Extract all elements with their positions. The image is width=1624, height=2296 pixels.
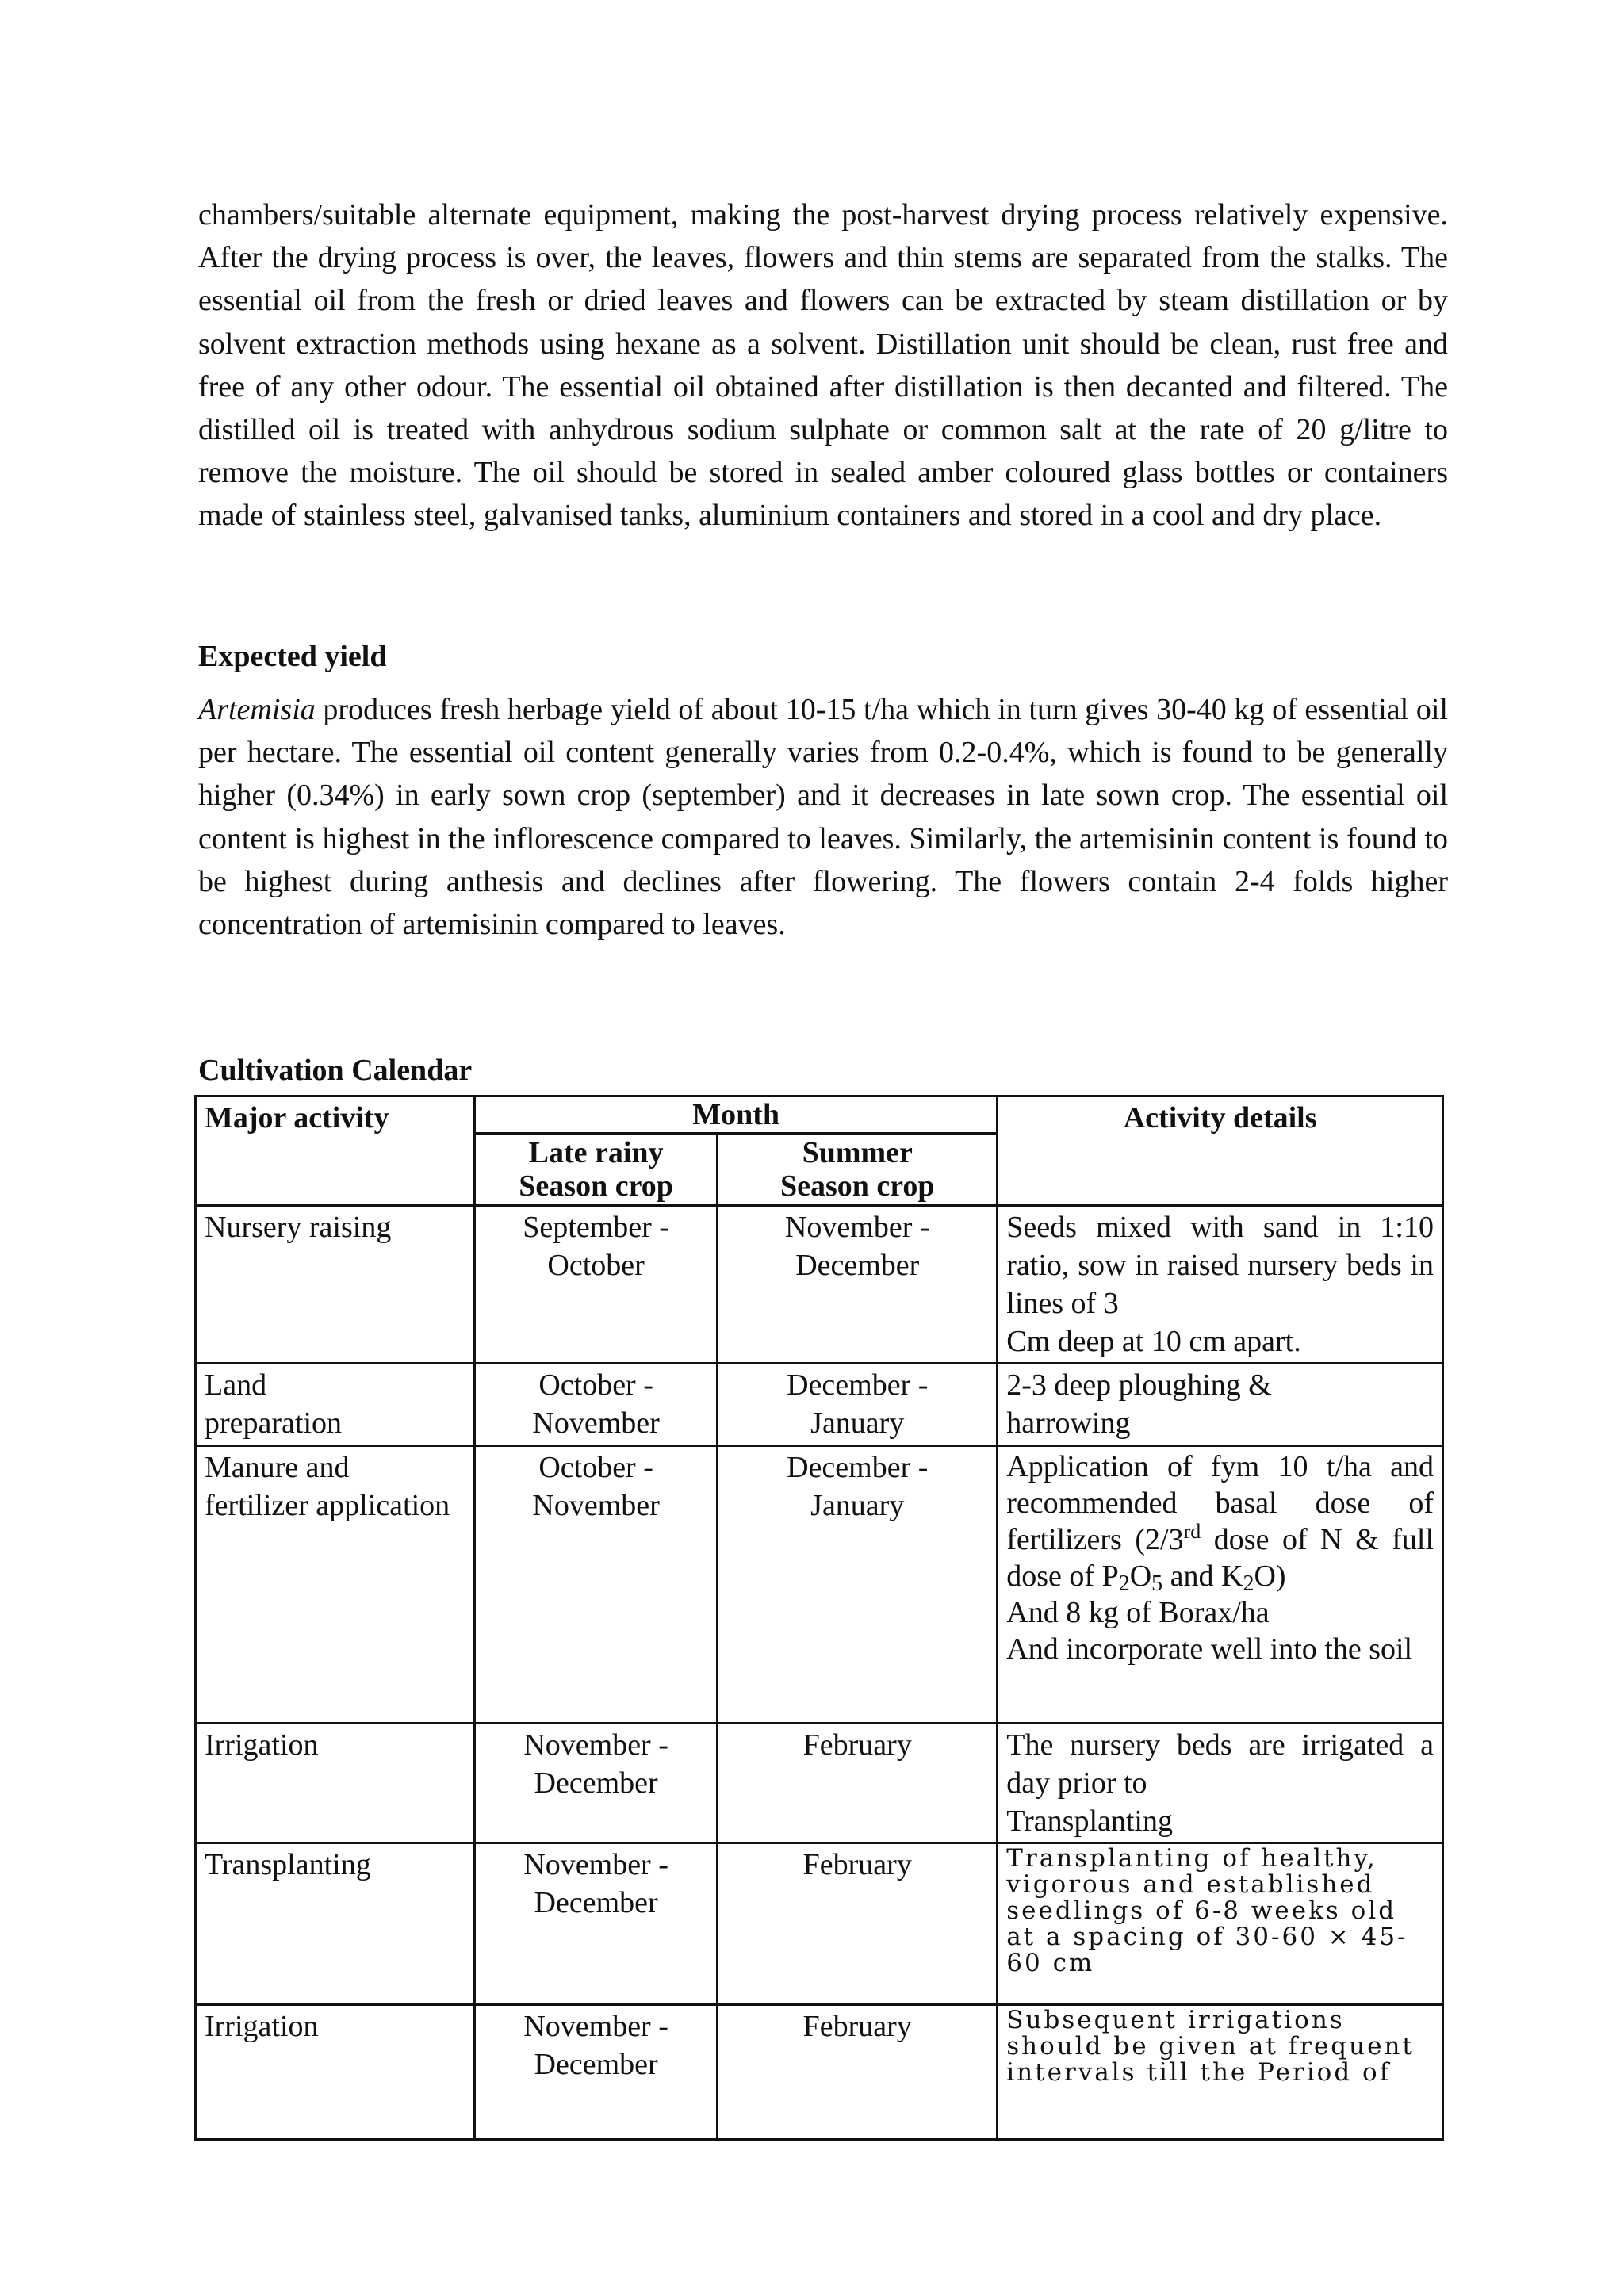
cell-text: Cm deep at 10 cm apart.: [1006, 1325, 1301, 1358]
cell-late-rainy: [474, 1364, 717, 1446]
cell-text: Transplanting: [1006, 1804, 1173, 1838]
cell-text: December: [534, 2048, 658, 2081]
header-summer-line2: Season crop: [779, 1169, 935, 1203]
subscript: 2: [1243, 1571, 1254, 1596]
cell-text: Land: [205, 1368, 267, 1402]
heading-expected-yield: Expected yield: [198, 640, 387, 673]
paragraph-yield-text: produces fresh herbage yield of about 10-15 t/ha which in turn gives 30-40 kg of essential oil per hectare. The essential oil content generally varies from 0.2-0.4%, which is found to be generally higher (0.34%) in early sown crop (september) and it decreases in late sown crop. The essential oil content is highest in the inflorescence compared to leaves. Similarly, the artemisinin content is found to be highest during anthesis and declines after flowering. The flowers contain 2-4 folds higher concentration of artemisinin compared to leaves.: [198, 693, 1448, 942]
header-late-rainy-line2: Season crop: [519, 1169, 673, 1203]
cell-details: [998, 1446, 1443, 1724]
cell-text: and K: [1162, 1559, 1243, 1593]
cell-text: November: [532, 1406, 660, 1440]
paragraph-expected-yield: [198, 688, 1448, 946]
cell-details: Transplanting of healthy, vigorous and established seedlings of 6-8 weeks old at a spacing of 30-60 × 45-60 cm: [998, 1843, 1443, 2005]
cell-text: dose of N & full dose of P: [1006, 1523, 1434, 1593]
cell-text: November -: [523, 1848, 668, 1881]
cell-text: Seeds mixed with sand in 1:10 ratio, sow in raised nursery beds in lines of 3: [1006, 1211, 1434, 1320]
cell-text: October -: [538, 1368, 653, 1402]
cell-late-rainy: [474, 1724, 717, 1843]
cell-text: fertilizer application: [205, 1489, 450, 1522]
cell-details: [998, 1206, 1443, 1364]
cell-text: And incorporate well into the soil: [1006, 1632, 1413, 1666]
header-activity-details: Activity details: [998, 1096, 1443, 1206]
cell-text: Application of fym 10 t/ha and recommended basal dose of fertilizers (2/3: [1006, 1450, 1434, 1556]
header-late-rainy: [474, 1134, 717, 1206]
subscript: 5: [1151, 1571, 1163, 1596]
cell-text: November -: [523, 1728, 668, 1762]
cell-summer: [718, 1364, 998, 1446]
cell-details: [998, 1724, 1443, 1843]
cell-late-rainy: [474, 1206, 717, 1364]
cell-activity: Transplanting: [196, 1843, 475, 2005]
cell-text: O: [1129, 1559, 1152, 1593]
header-summer-line1: Summer: [802, 1136, 913, 1169]
table-header-row: [196, 1096, 1443, 1134]
superscript: rd: [1183, 1520, 1201, 1543]
cell-text: January: [810, 1406, 905, 1440]
cell-text: The nursery beds are irrigated a day prior to: [1006, 1728, 1434, 1800]
cell-text: preparation: [205, 1406, 343, 1440]
cell-text: December -: [787, 1451, 929, 1484]
table-row: [196, 1724, 1443, 1843]
cell-late-rainy: [474, 1446, 717, 1724]
cell-text: harrowing: [1006, 1406, 1131, 1440]
cell-text: November: [532, 1489, 660, 1522]
cell-text: January: [810, 1489, 905, 1522]
table-row: [196, 1446, 1443, 1724]
cell-late-rainy: [474, 1843, 717, 2005]
cell-text: 2-3 deep ploughing &: [1006, 1368, 1272, 1402]
table-row: [196, 2005, 1443, 2140]
cultivation-calendar-table: [194, 1095, 1444, 2141]
cell-text: September -: [523, 1211, 669, 1244]
cell-summer: February: [718, 2005, 998, 2140]
header-major-activity: Major activity: [196, 1096, 475, 1206]
table-row: [196, 1364, 1443, 1446]
cell-details: Subsequent irrigations should be given at frequent intervals till the Period of: [998, 2005, 1443, 2140]
cell-late-rainy: [474, 2005, 717, 2140]
paragraph-post-harvest: chambers/suitable alternate equipment, making the post-harvest drying process relatively expensive. After the drying process is over, the leaves, flowers and thin stems are separated from the stalks. The essential oil from the fresh or dried leaves and flowers can be extracted by steam distillation or by solvent extraction methods using hexane as a solvent. Distillation unit should be clean, rust free and free of any other odour. The essential oil obtained after distillation is then decanted and filtered. The distilled oil is treated with anhydrous sodium sulphate or common salt at the rate of 20 g/litre to remove the moisture. The oil should be stored in sealed amber coloured glass bottles or containers made of stainless steel, galvanised tanks, aluminium containers and stored in a cool and dry place.: [198, 198, 1448, 533]
table-row: [196, 1843, 1443, 2005]
cell-text: October -: [538, 1451, 653, 1484]
cell-text: Manure and: [205, 1451, 350, 1484]
cell-summer: [718, 1206, 998, 1364]
cell-summer: February: [718, 1843, 998, 2005]
species-name: Artemisia: [198, 693, 316, 726]
subscript: 2: [1118, 1571, 1130, 1596]
cell-text: And 8 kg of Borax/ha: [1006, 1596, 1270, 1629]
header-summer: [718, 1134, 998, 1206]
cell-text: December: [534, 1766, 658, 1800]
cell-text: December -: [787, 1368, 929, 1402]
cell-text: October: [547, 1249, 645, 1282]
cell-activity: Irrigation: [196, 1724, 475, 1843]
header-late-rainy-line1: Late rainy: [528, 1136, 664, 1169]
cell-summer: February: [718, 1724, 998, 1843]
cell-text: O): [1254, 1559, 1286, 1593]
cell-text: December: [534, 1886, 658, 1919]
cell-text: November -: [523, 2010, 668, 2043]
cell-details: [998, 1364, 1443, 1446]
cell-summer: [718, 1446, 998, 1724]
cell-text: November -: [784, 1211, 930, 1244]
cell-activity: [196, 1446, 475, 1724]
heading-cultivation-calendar: Cultivation Calendar: [198, 1054, 473, 1087]
cell-activity: Nursery raising: [196, 1206, 475, 1364]
cell-text: December: [795, 1249, 920, 1282]
header-month: Month: [474, 1096, 997, 1134]
cell-activity: [196, 1364, 475, 1446]
table-row: [196, 1206, 1443, 1364]
cell-activity: Irrigation: [196, 2005, 475, 2140]
